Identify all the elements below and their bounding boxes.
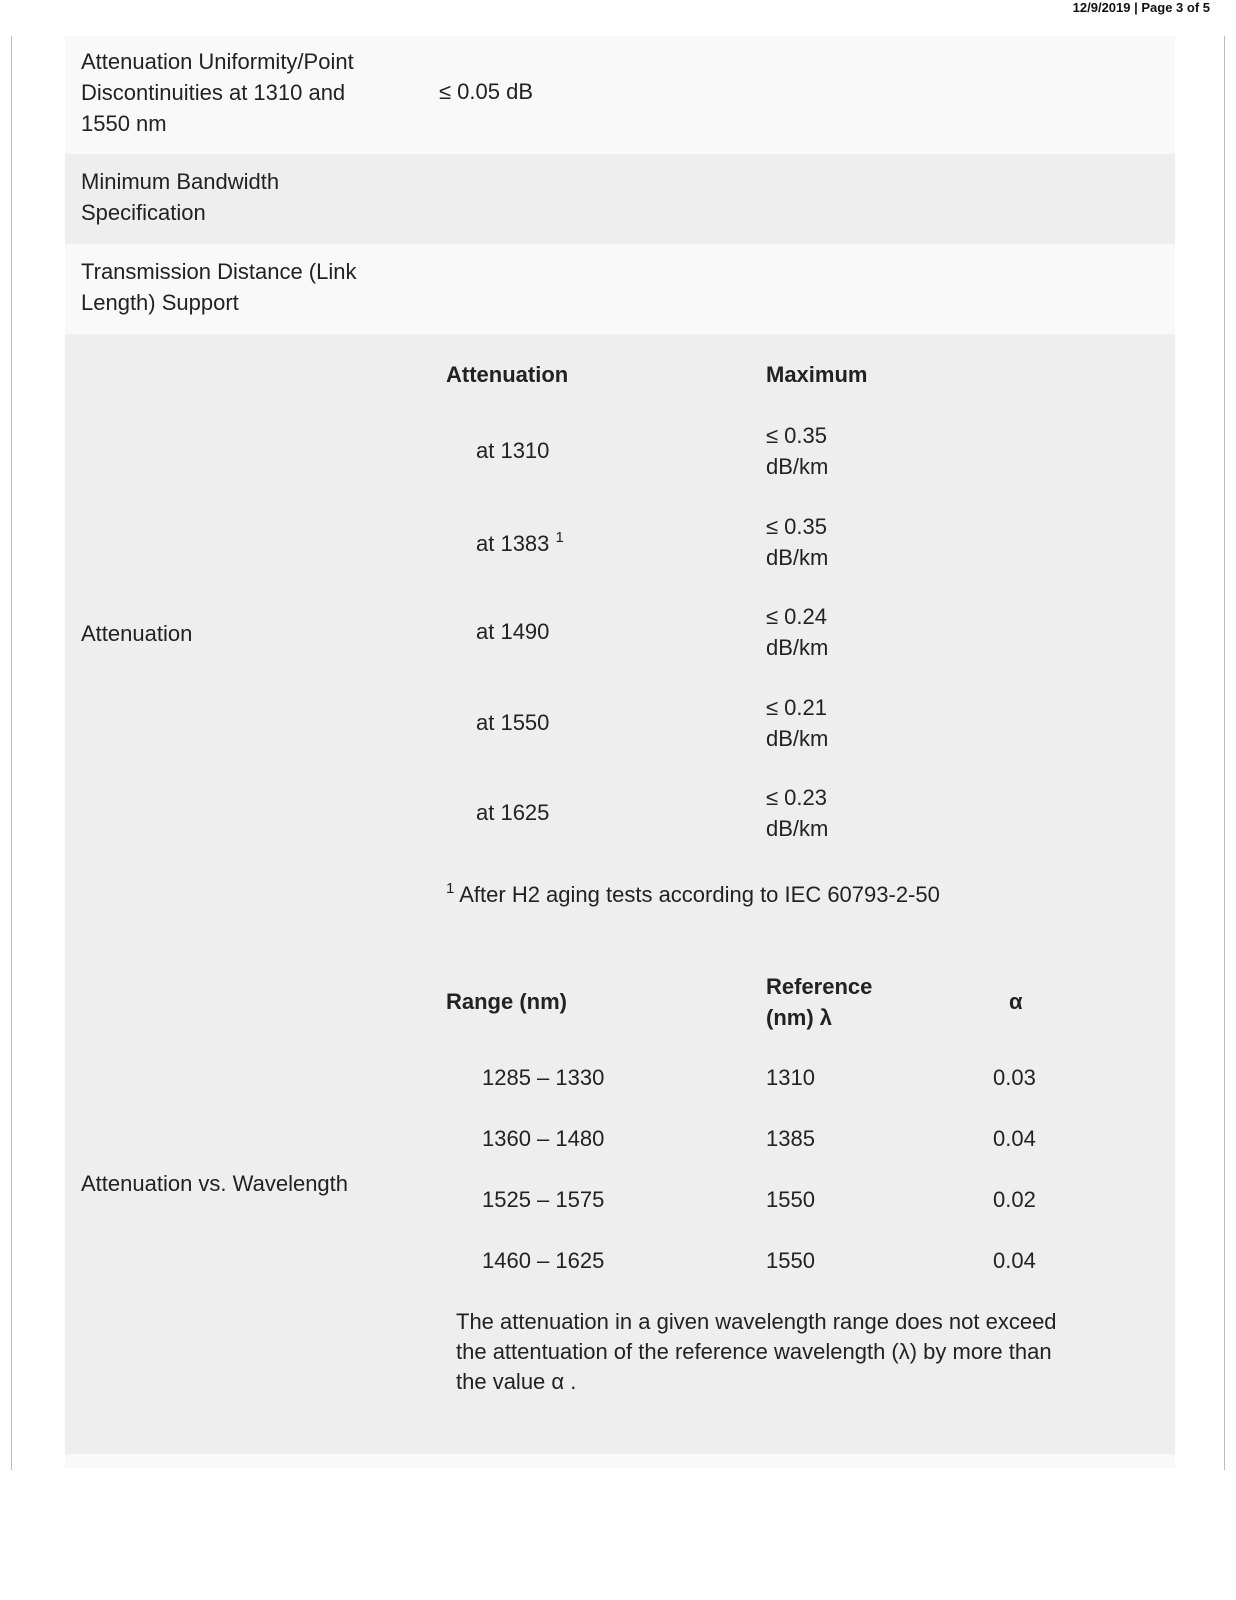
reference-cell: 1310 <box>766 1065 815 1090</box>
reference-cell: 1385 <box>766 1126 815 1151</box>
wavelength-cell: at 1550 <box>476 710 550 735</box>
row-label <box>81 46 354 139</box>
wavelength-note: The attenuation in a given wavelength range does not exceed the attentuation of the reference wavelength (λ) by more than the value α . <box>456 1309 1057 1394</box>
alpha-col-header: α <box>1009 989 1023 1014</box>
wavelength-cell: at 1490 <box>476 619 550 644</box>
range-col-header: Range (nm) <box>446 989 567 1014</box>
label-line: 1550 nm <box>81 111 167 136</box>
alpha-cell: 0.04 <box>993 1248 1036 1273</box>
row-transmission-distance <box>65 244 1175 334</box>
attenuation-col-header: Attenuation <box>446 362 569 387</box>
maximum-cell: ≤ 0.35 dB/km <box>766 514 829 570</box>
row-attenuation-block <box>65 334 1175 1454</box>
footnote-mark: 1 <box>555 529 564 546</box>
range-cell: 1460 – 1625 <box>482 1248 605 1273</box>
label-line: Length) Support <box>81 290 239 315</box>
reference-cell: 1550 <box>766 1248 815 1273</box>
attenuation-row-label: Attenuation <box>81 621 193 646</box>
label-line: Transmission Distance (Link <box>81 259 357 284</box>
reference-col-header: Reference (nm) λ <box>766 974 873 1030</box>
wavelength-cell: at 1310 <box>476 438 550 463</box>
label-line: Discontinuities at 1310 and <box>81 80 346 105</box>
row-value: ≤ 0.05 dB <box>439 79 534 104</box>
alpha-cell: 0.02 <box>993 1187 1036 1212</box>
label-line: Minimum Bandwidth <box>81 169 280 194</box>
footnote-mark: 1 <box>446 880 455 897</box>
page-header-stamp: 12/9/2019 | Page 3 of 5 <box>1072 0 1210 15</box>
maximum-cell: ≤ 0.35 dB/km <box>766 423 829 479</box>
maximum-col-header: Maximum <box>766 362 868 387</box>
wavelength-cell: at 1383 $^1$ <box>476 529 564 556</box>
row-minimum-bandwidth <box>65 154 1175 244</box>
left-page-rule <box>11 36 12 1470</box>
next-row-stub <box>65 1454 1175 1468</box>
alpha-cell: 0.04 <box>993 1126 1036 1151</box>
row-label <box>81 256 357 318</box>
label-line: Attenuation Uniformity/Point <box>81 49 354 74</box>
range-cell: 1285 – 1330 <box>482 1065 605 1090</box>
maximum-cell: ≤ 0.24 dB/km <box>766 604 829 660</box>
range-cell: 1525 – 1575 <box>482 1187 605 1212</box>
range-cell: 1360 – 1480 <box>482 1126 605 1151</box>
row-attenuation-uniformity <box>65 36 1175 154</box>
maximum-cell: ≤ 0.23 dB/km <box>766 785 829 841</box>
attenuation-footnote: $^1$ After H2 aging tests according to IEC 60793-2-50 <box>446 880 940 907</box>
wavelength-cell: at 1625 <box>476 800 550 825</box>
label-line: Specification <box>81 200 206 225</box>
alpha-cell: 0.03 <box>993 1065 1036 1090</box>
row-label <box>81 166 279 228</box>
right-page-rule <box>1224 36 1225 1470</box>
reference-cell: 1550 <box>766 1187 815 1212</box>
vs-wavelength-row-label: Attenuation vs. Wavelength <box>81 1171 349 1196</box>
maximum-cell: ≤ 0.21 dB/km <box>766 695 829 751</box>
